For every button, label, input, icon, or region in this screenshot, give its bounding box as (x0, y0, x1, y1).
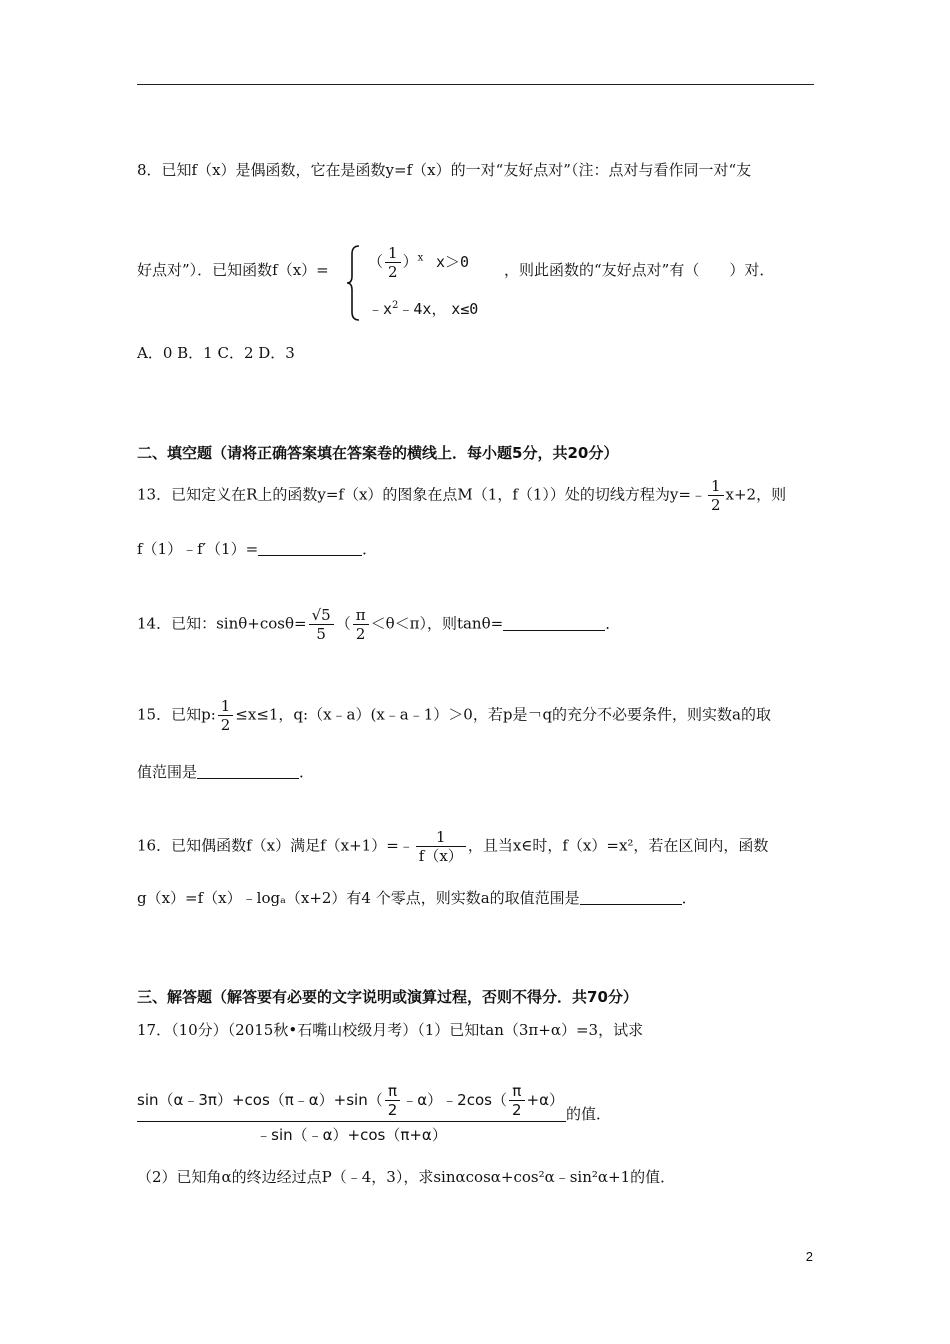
page-number: 2 (805, 1249, 813, 1264)
q8-case1-exp: x (417, 252, 424, 264)
q8-line2-suffix: ，则此函数的“友好点对”有（ ）对． (504, 261, 775, 279)
q8-case1-den: 2 (388, 263, 398, 281)
answer-blank (503, 616, 605, 631)
q17-denominator: ﹣sin（﹣α）+cos（π+α） (256, 1126, 447, 1144)
q13-line2: f（1）﹣f′（1）= ． (137, 540, 378, 558)
q16-line1 (137, 828, 768, 865)
q8-case1-cond: x＞0 (436, 252, 470, 271)
q8-case2 (368, 296, 478, 319)
q15-frac-num: 1 (218, 697, 234, 716)
q16-line2-text: g（x）=f（x）﹣logₐ（x+2）有4 个零点，则实数a的取值范围是 (137, 889, 580, 907)
q13-frac-den: 2 (710, 496, 721, 514)
q17-frac-suffix: 的值． (565, 1105, 611, 1123)
q14-line: 14．已知：sinθ+cosθ= $\frac{√5}{5}$ （ $\frac{\pi}{2}$ ＜θ＜π），则tanθ= ． (137, 606, 621, 643)
q13-frac-num: 1 (708, 477, 724, 496)
q13-line1 (137, 477, 786, 514)
q14-pre: 14．已知：sinθ+cosθ= (137, 614, 307, 633)
q8-options: A．0 B．1 C．2 D．3 (137, 344, 295, 362)
q8-case1-num: 1 (385, 244, 401, 263)
q15-mid: ≤x≤1，q:（x﹣a）(x﹣a﹣1）＞0，若p是￢q的充分不必要条件，则实数a的取 (235, 705, 771, 724)
q17-line1: 17．（10分）（2015秋•石嘴山校级月考）（1）已知tan（3π+α）=3，试求 (137, 1021, 644, 1039)
q8-case2-exp: 2 (392, 300, 399, 311)
q8-line2-prefix: 好点对”）．已知函数f（x）= (137, 261, 329, 279)
q14-frac1-den: 5 (316, 625, 326, 643)
q14-frac2-den: 2 (355, 625, 366, 643)
q16-line2: g（x）=f（x）﹣logₐ（x+2）有4 个零点，则实数a的取值范围是 ． (137, 889, 697, 907)
q16-post: ，且当x∈时，f（x）=x²，若在区间内，函数 (467, 836, 769, 855)
q8-case2-cond: x≤0 (451, 300, 479, 318)
answer-blank (197, 764, 299, 779)
q15-line2: 值范围是 ． (137, 763, 315, 781)
q8-case2-rest: ﹣4x， (398, 300, 447, 318)
q15-pre: 15．已知p: (137, 705, 216, 724)
answer-blank (580, 890, 682, 905)
q17-fraction (137, 1082, 611, 1146)
q16-frac-den: f（x） (418, 847, 463, 865)
section2-title: 二、填空题（请将正确答案填在答案卷的横线上．每小题5分，共20分） (137, 444, 619, 462)
q15-line1 (137, 697, 771, 734)
header-rule (137, 84, 814, 85)
q8-line1: 8．已知f（x）是偶函数，它在是函数y=f（x）的一对“友好点对”（注：点对与看作同一对“友 (137, 161, 752, 179)
q13-line1-post: x+2，则 (725, 485, 787, 504)
q14-frac1-num: √5 (309, 606, 334, 625)
left-brace-icon (346, 244, 362, 322)
q14-frac2-num: π (353, 606, 369, 625)
q8-case2-expr: ﹣x (368, 300, 393, 318)
q17-numerator: sin（α﹣3π）+cos（π﹣α）+sin（ $\frac{\pi}{2}$ ﹣α）﹣2cos（ $\frac{\pi}{2}$ +α） (137, 1082, 566, 1122)
q13-line1-pre: 13．已知定义在R上的函数y=f（x）的图象在点M（1，f（1））处的切线方程为y=﹣ (137, 485, 706, 504)
q15-frac-den: 2 (220, 716, 231, 734)
section3-title: 三、解答题（解答要有必要的文字说明或演算过程，否则不得分．共70分） (137, 988, 638, 1006)
q13-line2-text: f（1）﹣f′（1）= (137, 540, 259, 558)
answer-blank (258, 541, 362, 556)
q14-post: ＜θ＜π），则tanθ= (370, 614, 504, 633)
q16-frac-num: 1 (416, 828, 466, 847)
q16-pre: 16．已知偶函数f（x）满足f（x+1）=﹣ (137, 836, 414, 855)
q15-line2-text: 值范围是 (137, 763, 198, 781)
q17-part2: （2）已知角α的终边经过点P（﹣4，3），求sinαcosα+cos²α﹣sin²α+1的值． (137, 1168, 676, 1186)
q8-case1: （ $\frac{1}{2}$ ）$^x$ x＞0 (368, 244, 470, 281)
